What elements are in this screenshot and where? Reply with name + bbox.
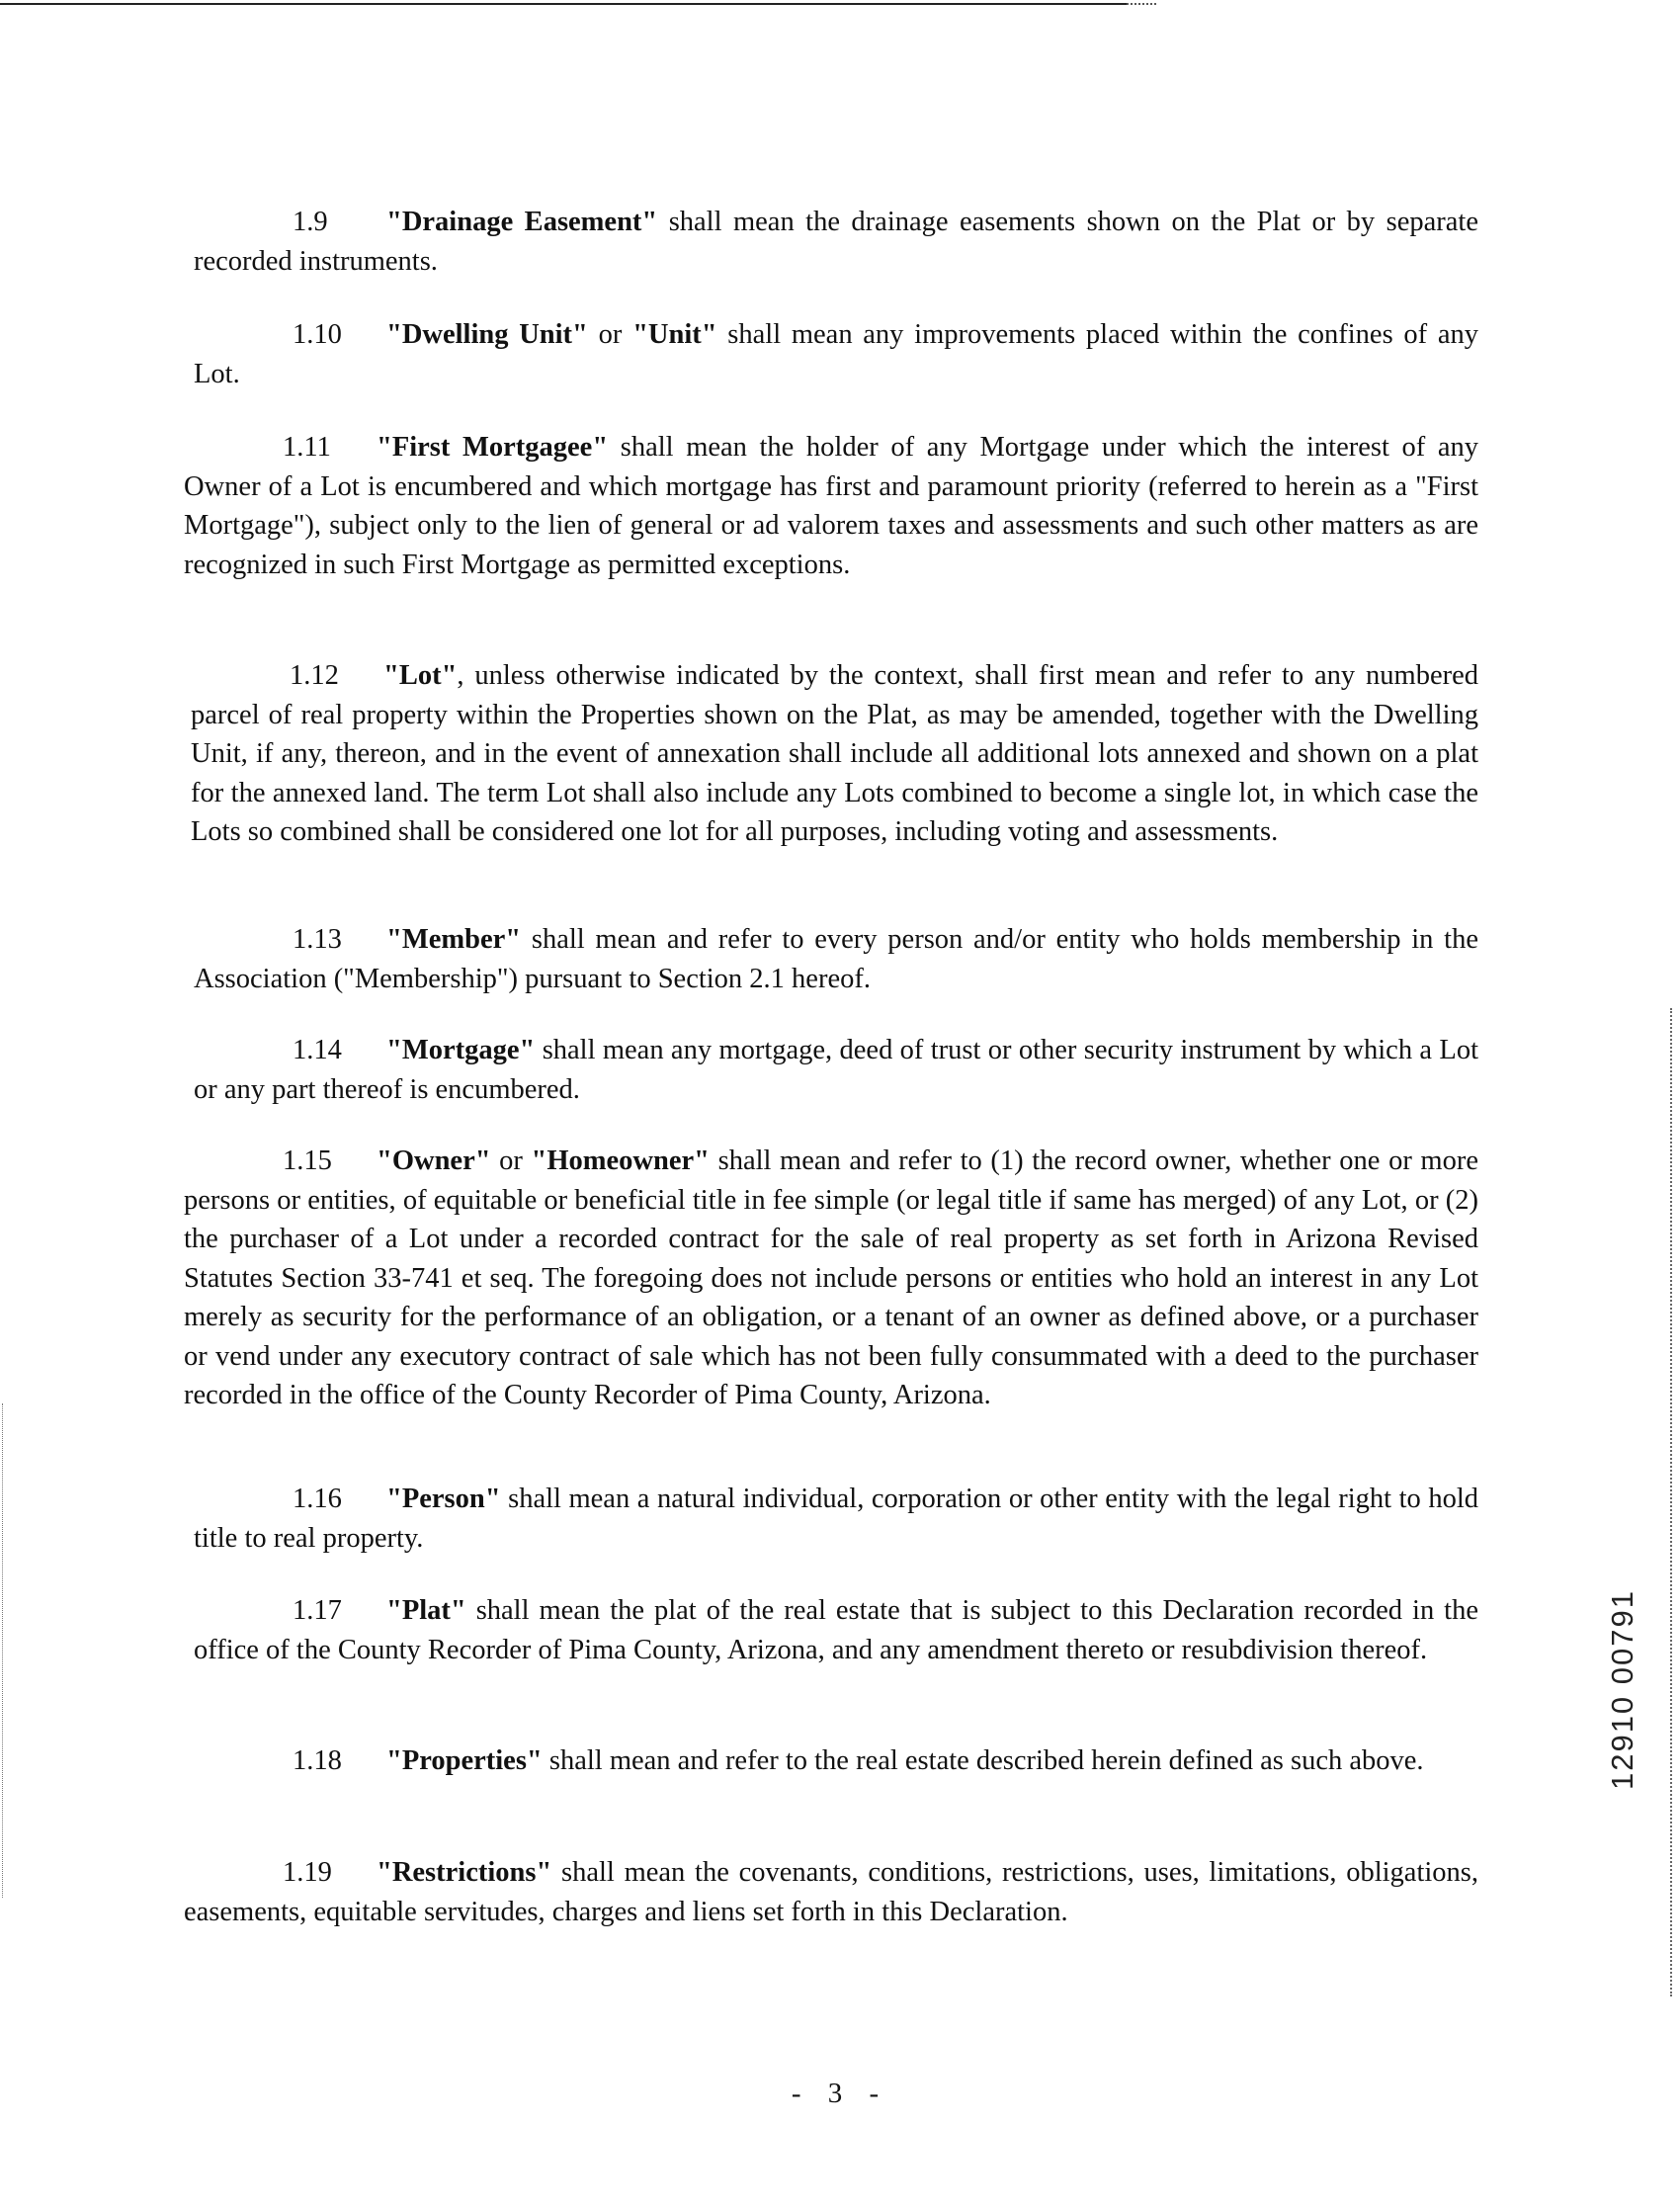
definition-1-19 (184, 1853, 1478, 1931)
section-number: 1.14 (293, 1035, 342, 1065)
definition-1-12 (191, 656, 1478, 852)
defined-term-alt: "Homeowner" (531, 1145, 710, 1176)
definition-text: shall mean and refer to every person and/or entity who holds membership in the Association ("Membership") pursuant to Section 2.1 hereof. (194, 924, 1478, 994)
definition-1-16 (194, 1480, 1478, 1558)
defined-term: "Mortgage" (386, 1035, 536, 1065)
definition-1-11 (184, 428, 1478, 584)
definition-1-15 (184, 1142, 1478, 1415)
defined-term: "Person" (386, 1484, 501, 1514)
defined-term: "First Mortgagee" (377, 432, 609, 463)
definition-text: shall mean and refer to the real estate described herein defined as such above. (542, 1745, 1424, 1776)
recording-stamp: 12910 00791 (1605, 1589, 1639, 1791)
definition-text: shall mean the drainage easements shown on the Plat or by separate recorded instruments. (194, 207, 1478, 277)
defined-term: "Properties" (386, 1745, 543, 1776)
definition-1-13 (194, 920, 1478, 998)
definition-text: shall mean the covenants, conditions, restrictions, uses, limitations, obligations, easements, equitable servitudes, charges and liens set forth in this Declaration. (184, 1857, 1478, 1927)
top-scan-rule-dots (1127, 3, 1156, 5)
definition-1-10 (194, 315, 1478, 393)
definition-1-17 (194, 1591, 1478, 1669)
page-number: - 3 - (791, 2078, 889, 2109)
section-number: 1.15 (283, 1145, 332, 1176)
defined-term: "Lot" (383, 660, 458, 691)
section-number: 1.9 (293, 207, 328, 237)
defined-term-alt: "Unit" (632, 319, 717, 350)
connector-text: or (490, 1145, 532, 1176)
definition-text: shall mean the plat of the real estate that is subject to this Declaration recorded in the office of the County Recorder of Pima County, Arizona, and any amendment thereto or resubdivision thereof. (194, 1595, 1478, 1665)
right-scan-edge (1670, 1008, 1674, 1996)
definition-text: shall mean a natural individual, corporation or other entity with the legal right to hold title to real property. (194, 1484, 1478, 1554)
section-number: 1.12 (290, 660, 339, 691)
definition-text: shall mean the holder of any Mortgage under which the interest of any Owner of a Lot is encumbered and which mortgage has first and paramount priority (referred to herein as a "First Mortgage"), subject only to the lien of general or ad valorem taxes and assessments and such other matters as are recognized in such First Mortgage as permitted exceptions. (184, 432, 1479, 580)
section-number: 1.19 (283, 1857, 332, 1888)
defined-term: "Owner" (377, 1145, 491, 1176)
defined-term: "Restrictions" (377, 1857, 552, 1888)
top-scan-rule (0, 3, 1127, 5)
connector-text: or (587, 319, 633, 350)
defined-term: "Plat" (386, 1595, 466, 1626)
definition-text: shall mean any mortgage, deed of trust or other security instrument by which a Lot or any part thereof is encumbered. (194, 1035, 1478, 1105)
defined-term: "Dwelling Unit" (386, 319, 588, 350)
definition-text: , unless otherwise indicated by the context, shall first mean and refer to any numbered parcel of real property within the Properties shown on the Plat, as may be amended, together with the Dwelling Unit, if any, thereon, and in the event of annexation shall include all additional lots annexed and shown on a plat for the annexed land. The term Lot shall also include any Lots combined to become a single lot, in which case the Lots so combined shall be considered one lot for all purposes, including voting and assessments. (191, 660, 1478, 847)
section-number: 1.16 (293, 1484, 342, 1514)
section-number: 1.17 (293, 1595, 342, 1626)
definition-text: shall mean and refer to (1) the record owner, whether one or more persons or entities, of equitable or beneficial title in fee simple (or legal title if same has merged) of any Lot, or (2) the purchaser of a Lot under a recorded contract for the sale of real property as set forth in Arizona Revised Statutes Section 33-741 et seq. The foregoing does not include persons or entities who hold an interest in any Lot merely as security for the performance of an obligation, or a tenant of an owner as defined above, or a purchaser or vend under any executory contract of sale which has not been fully consummated with a deed to the purchaser recorded in the office of the County Recorder of Pima County, Arizona. (184, 1145, 1478, 1410)
definition-1-9 (194, 203, 1478, 281)
left-scan-edge (2, 1403, 5, 1898)
definition-1-18 (194, 1741, 1478, 1781)
section-number: 1.18 (293, 1745, 342, 1776)
section-number: 1.13 (293, 924, 342, 955)
definition-1-14 (194, 1031, 1478, 1109)
section-number: 1.11 (283, 432, 331, 463)
defined-term: "Drainage Easement" (386, 207, 658, 237)
defined-term: "Member" (386, 924, 522, 955)
definition-text: shall mean any improvements placed within the confines of any Lot. (194, 319, 1478, 389)
section-number: 1.10 (293, 319, 342, 350)
